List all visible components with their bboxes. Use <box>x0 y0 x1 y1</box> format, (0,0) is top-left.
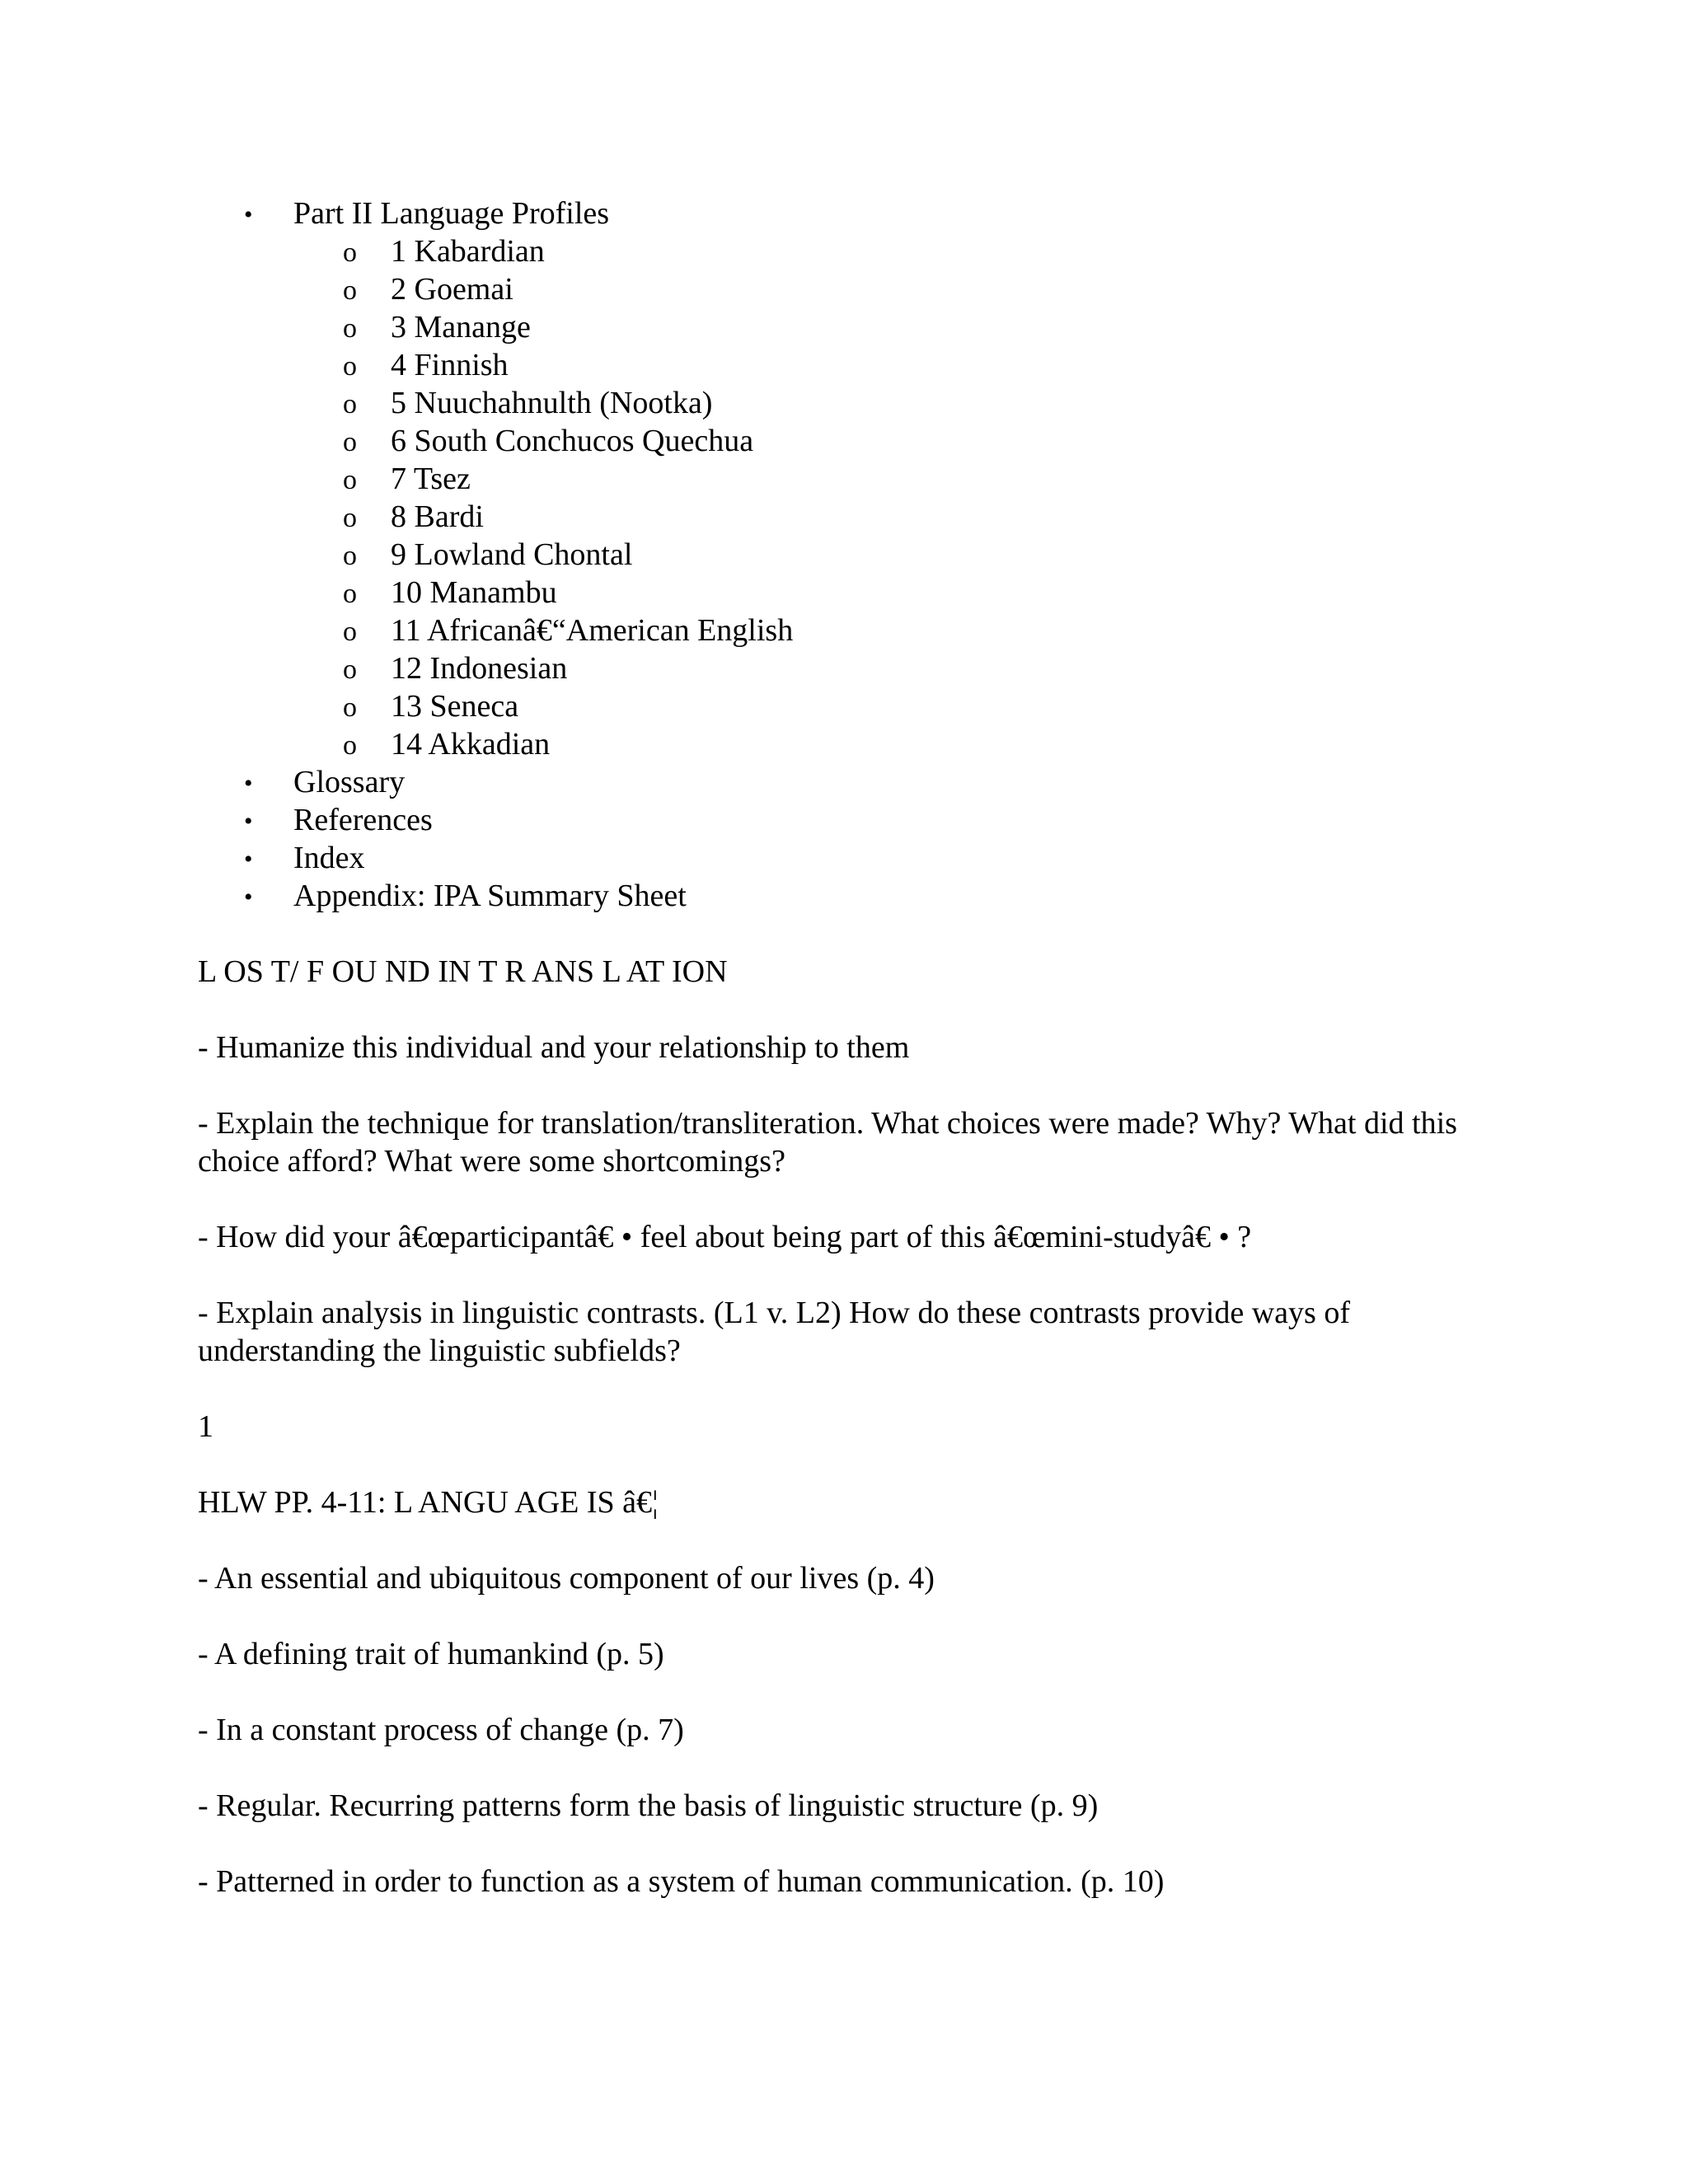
section-item: - Humanize this individual and your relationship to them <box>198 1030 910 1065</box>
sub-bullet-marker: o <box>343 541 357 571</box>
toc-chapter: 10 Manambu <box>391 575 557 610</box>
sub-bullet-marker: o <box>343 427 357 457</box>
toc-chapter: 14 Akkadian <box>391 727 551 762</box>
section-item: - How did your â€œparticipantâ€ • feel about being part of this â€œmini-studyâ€ • ? <box>198 1220 1252 1254</box>
toc-chapter: 5 Nuuchahnulth (Nootka) <box>391 386 713 420</box>
toc-back-matter-item: References <box>293 803 433 837</box>
section-item: - A defining trait of humankind (p. 5) <box>198 1637 664 1671</box>
toc-chapter: 12 Indonesian <box>391 651 568 686</box>
section-item: - Regular. Recurring patterns form the basis of linguistic structure (p. 9) <box>198 1788 1099 1823</box>
section-item: - In a constant process of change (p. 7) <box>198 1713 684 1747</box>
toc-chapter: 8 Bardi <box>391 499 484 534</box>
toc-back-matter-item: Glossary <box>293 765 406 799</box>
page-number: 1 <box>198 1409 213 1444</box>
section-item: - An essential and ubiquitous component of our lives (p. 4) <box>198 1561 935 1596</box>
bullet-marker: • <box>244 770 253 797</box>
toc-back-matter-item: Appendix: IPA Summary Sheet <box>293 879 687 913</box>
toc-part-title: Part II Language Profiles <box>293 196 610 231</box>
sub-bullet-marker: o <box>343 389 357 419</box>
sub-bullet-marker: o <box>343 237 357 268</box>
bullet-marker: • <box>244 883 253 911</box>
bullet-marker: • <box>244 846 253 873</box>
section-item: - Explain the technique for translation/transliteration. What choices were made? Why? What did this choice afford? What were some shortcomings? <box>198 1106 1457 1179</box>
toc-chapter: 11 Africanâ€“American English <box>391 613 794 648</box>
bullet-marker: • <box>244 201 253 228</box>
sub-bullet-marker: o <box>343 654 357 685</box>
sub-bullet-marker: o <box>343 730 357 761</box>
sub-bullet-marker: o <box>343 313 357 344</box>
section-item: - Patterned in order to function as a system of human communication. (p. 10) <box>198 1864 1165 1899</box>
toc-chapter: 13 Seneca <box>391 689 519 724</box>
toc-chapter: 2 Goemai <box>391 272 513 307</box>
section-heading: HLW PP. 4-11: L ANGU AGE IS â€¦ <box>198 1485 659 1520</box>
toc-chapter: 6 South Conchucos Quechua <box>391 424 754 458</box>
toc-chapter: 7 Tsez <box>391 462 471 496</box>
sub-bullet-marker: o <box>343 692 357 723</box>
bullet-marker: • <box>244 808 253 835</box>
sub-bullet-marker: o <box>343 579 357 609</box>
sub-bullet-marker: o <box>343 616 357 647</box>
section-item: - Explain analysis in linguistic contrasts. (L1 v. L2) How do these contrasts provide ways of understanding the linguistic subfields? <box>198 1296 1350 1368</box>
sub-bullet-marker: o <box>343 351 357 382</box>
sub-bullet-marker: o <box>343 503 357 533</box>
toc-chapter: 3 Manange <box>391 310 531 344</box>
section-heading: L OS T/ F OU ND IN T R ANS L AT ION <box>198 954 728 989</box>
sub-bullet-marker: o <box>343 465 357 495</box>
sub-bullet-marker: o <box>343 275 357 306</box>
toc-back-matter-item: Index <box>293 841 365 875</box>
toc-chapter: 9 Lowland Chontal <box>391 537 633 572</box>
toc-chapter: 4 Finnish <box>391 348 509 382</box>
toc-chapter: 1 Kabardian <box>391 234 545 269</box>
